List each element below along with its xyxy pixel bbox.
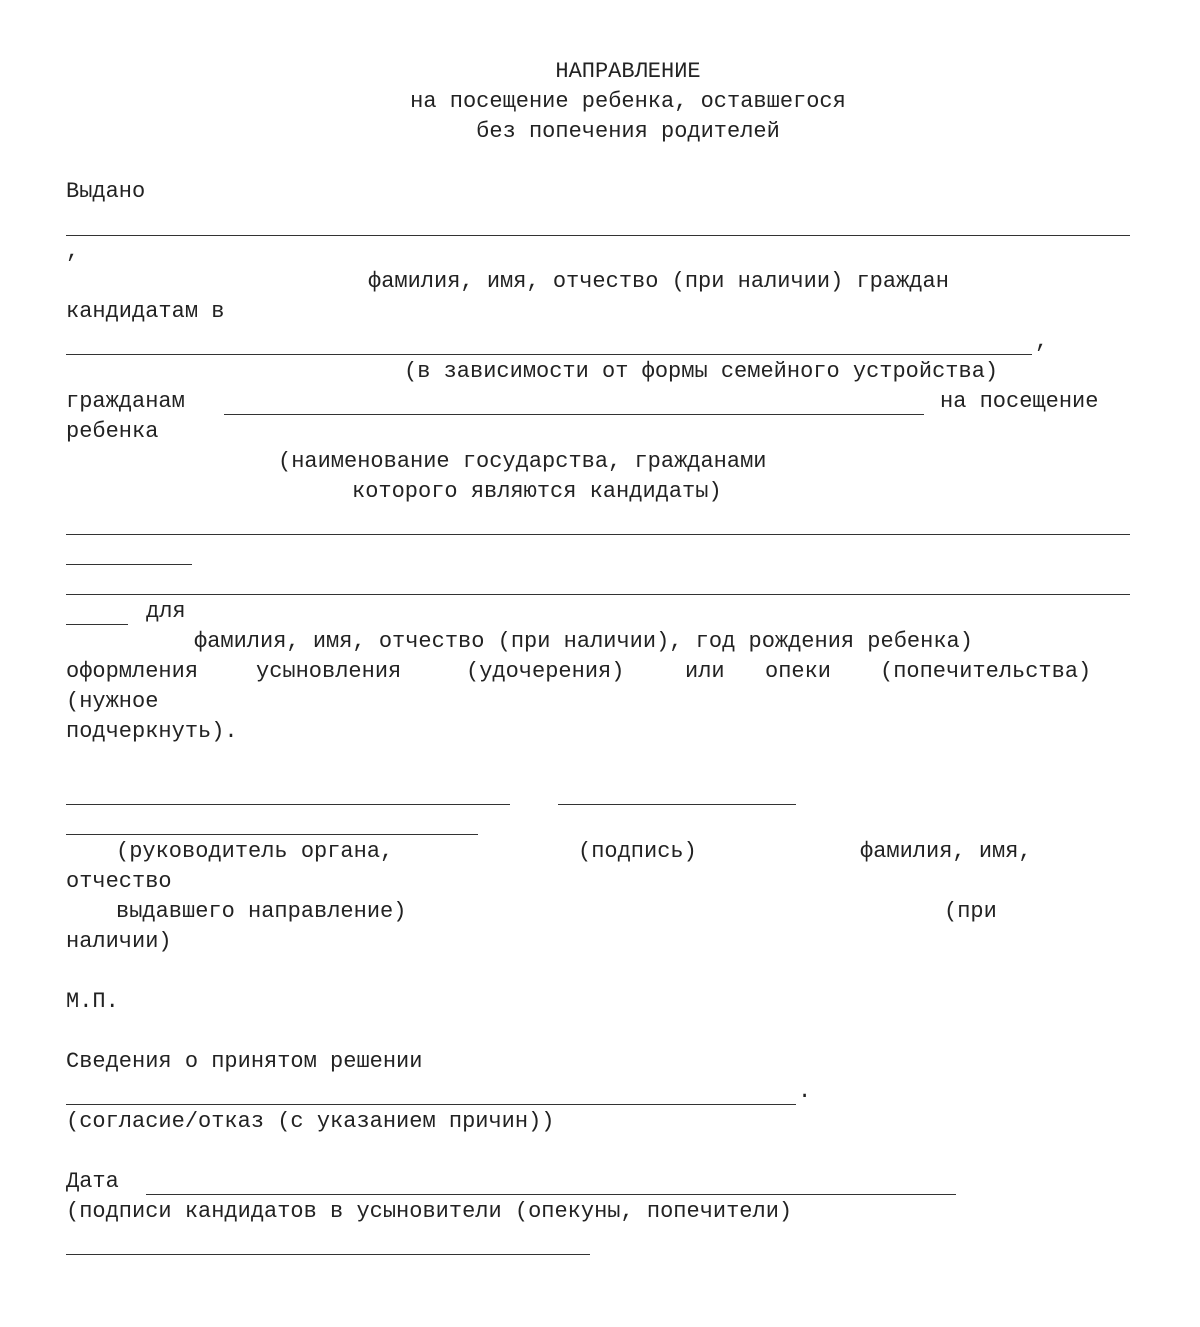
- head-caption: (руководитель органа,: [116, 839, 394, 864]
- child-caption: фамилия, имя, отчество (при наличии), год рождения ребенка): [194, 629, 973, 654]
- date-label: Дата: [66, 1169, 119, 1194]
- for-label: для: [146, 599, 186, 624]
- child-line-2-continuation: [66, 624, 128, 625]
- decision-period: .: [798, 1079, 812, 1104]
- recipients-fio-caption: фамилия, имя, отчество (при наличии) граждан: [368, 269, 949, 294]
- state-name-line: [224, 414, 924, 415]
- decision-line: [66, 1104, 796, 1105]
- purpose-word: (удочерения): [466, 659, 625, 684]
- child-line-2: [66, 594, 1130, 595]
- family-form-caption: (в зависимости от формы семейного устройства): [404, 359, 999, 384]
- issuer-caption: выдавшего направление): [116, 899, 407, 924]
- if-any-caption: (при: [944, 899, 997, 924]
- state-caption-line-1: (наименование государства, гражданами: [278, 449, 767, 474]
- purpose-end: подчеркнуть).: [66, 719, 238, 744]
- recipients-name-line: [66, 235, 1130, 236]
- purpose-word: или: [685, 659, 725, 684]
- candidates-signatures-line: [66, 1254, 590, 1255]
- purpose-word: опеки: [765, 659, 832, 684]
- patronymic-caption: отчество: [66, 869, 172, 894]
- document-subtitle-line-2: без попечения родителей: [476, 119, 780, 144]
- decision-caption: (согласие/отказ (с указанием причин)): [66, 1109, 555, 1134]
- name-caption: фамилия, имя,: [860, 839, 1032, 864]
- family-form-line: [66, 354, 1032, 355]
- state-caption-line-2: которого являются кандидаты): [352, 479, 722, 504]
- document-subtitle-line-1: на посещение ребенка, оставшегося: [410, 89, 846, 114]
- purpose-word: (попечительства): [880, 659, 1092, 684]
- stamp-label: М.П.: [66, 989, 119, 1014]
- citizens-label: гражданам: [66, 389, 185, 414]
- date-caption: (подписи кандидатов в усыновители (опекуны, попечители): [66, 1199, 793, 1224]
- signature-line: [558, 804, 796, 805]
- candidates-label: кандидатам в: [66, 299, 225, 324]
- purpose-note: (нужное: [66, 689, 159, 714]
- purpose-word: усыновления: [256, 659, 402, 684]
- issued-label: Выдано: [66, 179, 146, 204]
- child-label: ребенка: [66, 419, 159, 444]
- head-name-line: [66, 834, 478, 835]
- recipients-comma: ,: [66, 239, 80, 264]
- visit-label: на посещение: [940, 389, 1099, 414]
- signature-caption: (подпись): [578, 839, 697, 864]
- document-title: НАПРАВЛЕНИЕ: [555, 59, 701, 84]
- child-line-1-continuation: [66, 564, 192, 565]
- purpose-word: оформления: [66, 659, 199, 684]
- head-position-line: [66, 804, 510, 805]
- child-line-1: [66, 534, 1130, 535]
- date-line: [146, 1194, 956, 1195]
- decision-label: Сведения о принятом решении: [66, 1049, 423, 1074]
- if-any-caption-end: наличии): [66, 929, 172, 954]
- family-form-comma: ,: [1035, 329, 1049, 354]
